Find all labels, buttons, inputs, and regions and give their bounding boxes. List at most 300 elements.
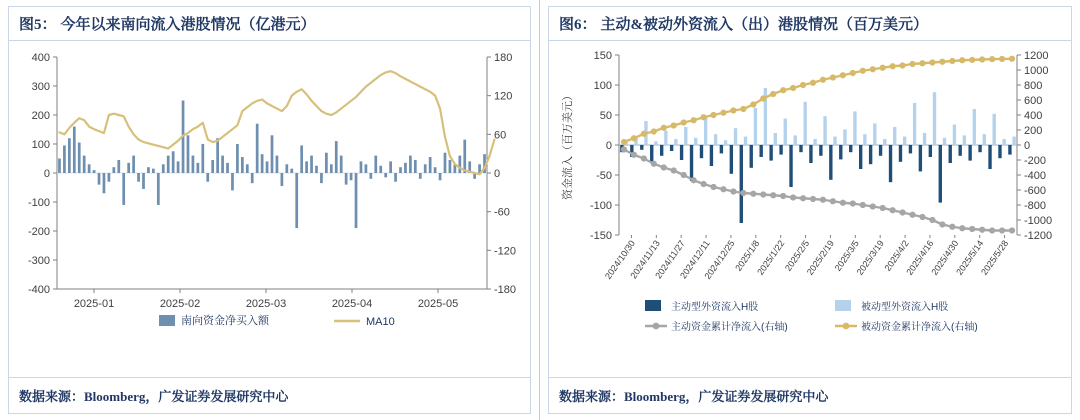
bar-net-southbound <box>206 173 209 182</box>
figure-6-frame <box>548 6 1072 414</box>
x-tick-label: 2025/2/19 <box>804 238 837 277</box>
cum-passive-marker <box>959 57 965 63</box>
x-tick-label: 2025-05 <box>417 298 459 310</box>
y2-tick-label: 400 <box>1024 110 1043 122</box>
cum-active-marker <box>681 172 687 178</box>
bar-net-southbound <box>142 173 145 189</box>
figure-6-tag: 图6： <box>559 17 597 33</box>
bar-net-southbound <box>355 173 358 228</box>
x-tick-label: 2025/4/2 <box>882 238 911 273</box>
y2-tick-label: 1000 <box>1024 65 1049 77</box>
cum-active-marker <box>830 198 836 204</box>
x-tick-label: 2025/1/22 <box>755 238 787 277</box>
cum-passive-marker <box>949 58 955 64</box>
bar-passive-inflow <box>754 108 757 145</box>
bar-passive-inflow <box>774 133 777 145</box>
bar-net-southbound <box>162 164 165 173</box>
cum-passive-marker <box>999 56 1005 62</box>
bar-passive-inflow <box>943 138 946 145</box>
bar-net-southbound <box>335 141 338 173</box>
cum-active-marker <box>820 197 826 203</box>
bar-net-southbound <box>117 160 120 173</box>
y2-tick-label: -180 <box>494 284 517 296</box>
cum-active-marker <box>641 155 647 161</box>
y-tick-label: -200 <box>27 226 50 238</box>
bar-active-inflow <box>899 145 902 162</box>
cum-active-marker <box>740 190 746 196</box>
bar-active-inflow <box>769 145 772 161</box>
bar-net-southbound <box>434 167 437 173</box>
cum-active-marker <box>770 192 776 198</box>
cum-passive-marker <box>710 112 716 118</box>
cum-passive-marker <box>661 125 667 131</box>
bar-net-southbound <box>409 156 412 173</box>
cum-passive-marker <box>810 80 816 86</box>
bar-net-southbound <box>330 164 333 173</box>
bar-net-southbound <box>98 173 101 185</box>
bar-net-southbound <box>256 124 259 173</box>
bar-passive-inflow <box>903 137 906 145</box>
figure-5-svg <box>9 41 533 349</box>
bar-active-inflow <box>859 145 862 169</box>
cum-passive-marker <box>890 63 896 69</box>
bar-net-southbound <box>394 173 397 182</box>
bar-net-southbound <box>281 173 284 186</box>
bar-net-southbound <box>147 167 150 173</box>
y-tick-label: 0 <box>43 168 50 180</box>
bar-net-southbound <box>93 170 96 173</box>
bar-passive-inflow <box>744 137 747 145</box>
x-tick-label: 2025-03 <box>245 298 287 310</box>
cum-active-marker <box>919 214 925 220</box>
bar-passive-inflow <box>1012 137 1015 145</box>
y-axis-title: 资金流入（百万美元） <box>562 90 574 200</box>
bar-net-southbound <box>73 127 76 173</box>
cum-passive-marker <box>919 60 925 66</box>
cum-active-marker <box>939 221 945 227</box>
y-tick-label: -400 <box>27 284 50 296</box>
y2-tick-label: 180 <box>494 52 513 64</box>
bar-net-southbound <box>350 173 353 180</box>
bar-net-southbound <box>439 173 442 180</box>
y-tick-label: 400 <box>31 52 50 64</box>
cum-passive-marker <box>989 56 995 62</box>
cum-active-marker <box>730 188 736 194</box>
bar-net-southbound <box>221 156 224 173</box>
cum-passive-marker <box>909 61 915 67</box>
bar-active-inflow <box>809 145 812 163</box>
cum-active-marker <box>959 225 965 231</box>
bar-active-inflow <box>929 145 932 157</box>
legend-swatch-0 <box>645 300 661 311</box>
bar-net-southbound <box>325 153 328 173</box>
figure-6-plot <box>549 41 1071 377</box>
bar-active-inflow <box>998 145 1001 158</box>
bar-active-inflow <box>680 145 683 160</box>
cum-active-marker <box>979 227 985 233</box>
legend-marker-3 <box>843 323 850 330</box>
cum-active-marker <box>621 146 627 152</box>
bar-net-southbound <box>88 164 91 173</box>
bar-passive-inflow <box>714 134 717 145</box>
bar-net-southbound <box>201 144 204 173</box>
bar-active-inflow <box>949 145 952 163</box>
bar-net-southbound <box>389 161 392 173</box>
bar-net-southbound <box>211 160 214 173</box>
bar-net-southbound <box>320 173 323 183</box>
y2-tick-label: -400 <box>1024 170 1047 182</box>
bar-active-inflow <box>740 145 743 223</box>
bar-active-inflow <box>730 145 733 174</box>
cum-active-marker <box>780 193 786 199</box>
bar-passive-inflow <box>873 123 876 145</box>
cum-passive-marker <box>720 110 726 116</box>
cum-passive-marker <box>850 70 856 76</box>
bar-net-southbound <box>127 163 130 173</box>
bar-active-inflow <box>720 145 723 153</box>
y-tick-label: -50 <box>596 170 612 182</box>
bar-passive-inflow <box>973 109 976 145</box>
y2-tick-label: -200 <box>1024 155 1047 167</box>
bar-net-southbound <box>404 163 407 173</box>
cum-active-marker <box>671 167 677 173</box>
bar-net-southbound <box>444 153 447 173</box>
cum-passive-marker <box>979 56 985 62</box>
bar-passive-inflow <box>803 102 806 145</box>
bar-passive-inflow <box>983 134 986 145</box>
bar-passive-inflow <box>664 131 667 145</box>
bar-active-inflow <box>750 145 753 168</box>
bar-active-inflow <box>779 145 782 155</box>
x-tick-label: 2024/11/13 <box>628 238 662 281</box>
y2-tick-label: -120 <box>494 245 517 258</box>
cum-passive-marker <box>790 85 796 91</box>
bar-net-southbound <box>345 173 348 185</box>
bar-net-southbound <box>300 145 303 173</box>
bar-net-southbound <box>276 156 279 173</box>
bar-passive-inflow <box>813 139 816 145</box>
bar-passive-inflow <box>704 117 707 145</box>
bar-passive-inflow <box>883 139 886 145</box>
figure-5-frame <box>8 6 531 414</box>
x-tick-label: 2025/1/8 <box>733 238 762 273</box>
bar-passive-inflow <box>734 128 737 145</box>
bar-active-inflow <box>670 145 673 151</box>
y2-tick-label: -60 <box>494 206 510 219</box>
y-tick-label: -100 <box>589 200 612 212</box>
y2-tick-label: 600 <box>1024 95 1043 107</box>
bar-passive-inflow <box>823 116 826 145</box>
y-tick-label: -100 <box>27 197 50 209</box>
cum-passive-marker <box>621 139 627 145</box>
bar-passive-inflow <box>784 119 787 145</box>
y-tick-label: 200 <box>31 110 50 122</box>
bar-passive-inflow <box>933 92 936 145</box>
bar-active-inflow <box>879 145 882 156</box>
bar-active-inflow <box>700 145 703 158</box>
bar-net-southbound <box>315 166 318 173</box>
bar-net-southbound <box>379 166 382 173</box>
bar-net-southbound <box>137 173 140 182</box>
bar-net-southbound <box>414 160 417 173</box>
bar-active-inflow <box>889 145 892 182</box>
bar-passive-inflow <box>694 138 697 145</box>
cum-active-marker <box>1009 227 1015 233</box>
bar-passive-inflow <box>654 141 657 145</box>
bar-net-southbound <box>384 173 387 177</box>
bar-net-southbound <box>305 161 308 173</box>
bar-net-southbound <box>83 156 86 173</box>
y-tick-label: -300 <box>27 255 50 267</box>
bar-active-inflow <box>869 145 872 164</box>
cum-active-marker <box>949 224 955 230</box>
figure-5-title-text: 今年以来南向流入港股情况（亿港元） <box>60 17 316 33</box>
cum-passive-marker <box>730 107 736 113</box>
bar-net-southbound <box>424 164 427 173</box>
bar-passive-inflow <box>674 139 677 145</box>
bar-net-southbound <box>365 164 368 173</box>
bar-active-inflow <box>759 145 762 157</box>
cum-passive-marker <box>770 91 776 97</box>
bar-passive-inflow <box>863 134 866 145</box>
x-tick-label: 2025-02 <box>159 298 201 310</box>
legend-label-bar: 南向资金净买入额 <box>181 315 269 327</box>
cum-passive-marker <box>969 57 975 63</box>
x-tick-label: 2025-01 <box>73 298 115 310</box>
bar-net-southbound <box>251 173 254 183</box>
cum-passive-marker <box>760 95 766 101</box>
bar-active-inflow <box>640 145 643 150</box>
x-tick-label: 2025/4/16 <box>904 238 936 277</box>
cum-passive-marker <box>939 59 945 65</box>
bar-net-southbound <box>295 173 298 228</box>
y-tick-label: 100 <box>593 80 612 92</box>
cum-passive-marker <box>700 114 706 120</box>
bar-net-southbound <box>216 138 219 173</box>
bar-active-inflow <box>849 145 852 152</box>
bar-passive-inflow <box>724 140 727 145</box>
cum-passive-marker <box>641 131 647 137</box>
y2-tick-label: 120 <box>494 90 513 103</box>
bar-net-southbound <box>429 157 432 173</box>
bar-active-inflow <box>968 145 971 161</box>
cum-passive-marker <box>671 122 677 128</box>
bar-net-southbound <box>360 161 363 173</box>
legend-label-1: 被动型外资流入H股 <box>861 302 949 313</box>
bar-active-inflow <box>710 145 713 166</box>
y2-tick-label: 800 <box>1024 80 1043 92</box>
cum-active-marker <box>899 209 905 215</box>
cum-active-marker <box>860 202 866 208</box>
bar-active-inflow <box>909 145 912 153</box>
y-tick-label: -150 <box>589 230 612 242</box>
bar-active-inflow <box>978 145 981 152</box>
bar-net-southbound <box>419 173 422 179</box>
legend-label-3: 被动资金累计净流入(右轴) <box>861 322 978 333</box>
bar-net-southbound <box>374 156 377 173</box>
bar-net-southbound <box>197 163 200 173</box>
bar-active-inflow <box>660 145 663 156</box>
bar-net-southbound <box>246 164 249 173</box>
bar-net-southbound <box>226 163 229 173</box>
legend-swatch-1 <box>835 300 851 311</box>
bar-net-southbound <box>108 173 111 182</box>
bar-active-inflow <box>650 145 653 163</box>
x-tick-label: 2024/12/11 <box>678 238 712 281</box>
x-tick-label: 2025/3/5 <box>832 238 861 273</box>
cum-passive-marker <box>750 101 756 107</box>
legend-marker-2 <box>653 323 660 330</box>
x-tick-label: 2024/12/25 <box>702 238 737 282</box>
bar-passive-inflow <box>1002 139 1005 145</box>
cum-passive-marker <box>870 66 876 72</box>
figure-6-panel <box>540 0 1080 420</box>
cum-active-marker <box>840 200 846 206</box>
cum-passive-marker <box>899 62 905 68</box>
bar-net-southbound <box>192 156 195 173</box>
legend-swatch-bar <box>159 315 175 326</box>
cum-passive-marker <box>860 68 866 74</box>
cum-active-marker <box>810 196 816 202</box>
legend-label-0: 主动型外资流入H股 <box>671 302 759 313</box>
x-tick-label: 2025/3/19 <box>854 238 886 277</box>
figure-6-source: 数据来源：Bloomberg，广发证券发展研究中心 <box>549 377 1071 413</box>
bar-net-southbound <box>463 140 466 173</box>
legend-label-ma10: MA10 <box>366 316 395 328</box>
cum-active-marker <box>850 200 856 206</box>
cum-active-line <box>624 150 1012 231</box>
cum-passive-marker <box>830 74 836 80</box>
bar-net-southbound <box>261 154 264 173</box>
cum-passive-marker <box>929 59 935 65</box>
cum-active-marker <box>929 217 935 223</box>
cum-active-marker <box>909 212 915 218</box>
bar-net-southbound <box>167 156 170 173</box>
bar-net-southbound <box>310 156 313 173</box>
cum-active-marker <box>691 177 697 183</box>
bar-net-southbound <box>177 161 180 173</box>
cum-active-marker <box>870 203 876 209</box>
bar-net-southbound <box>449 160 452 173</box>
x-tick-label: 2025/2/5 <box>782 238 812 273</box>
cum-active-marker <box>800 195 806 201</box>
x-tick-label: 2025/5/14 <box>954 238 986 277</box>
y-tick-label: 150 <box>593 50 612 62</box>
bar-active-inflow <box>988 145 991 169</box>
cum-passive-marker <box>631 135 637 141</box>
bar-net-southbound <box>369 173 372 179</box>
figure-6-title-text: 主动&被动外资流入（出）港股情况（百万美元） <box>600 17 929 33</box>
bar-net-southbound <box>58 159 61 174</box>
bar-passive-inflow <box>794 135 797 145</box>
cum-active-marker <box>989 227 995 233</box>
figure-5-source: 数据来源：Bloomberg，广发证券发展研究中心 <box>9 377 530 413</box>
cum-passive-marker <box>691 117 697 123</box>
y2-tick-label: -800 <box>1024 200 1047 212</box>
y-tick-label: 50 <box>599 110 612 122</box>
figure-5-title <box>9 7 530 41</box>
cum-active-marker <box>760 191 766 197</box>
cum-passive-marker <box>740 106 746 112</box>
bar-passive-inflow <box>684 127 687 145</box>
x-tick-label: 2024/10/30 <box>603 238 638 282</box>
bar-net-southbound <box>399 167 402 173</box>
cum-passive-marker <box>1009 56 1015 62</box>
y2-tick-label: -1000 <box>1024 215 1053 227</box>
bar-active-inflow <box>939 145 942 203</box>
x-tick-label: 2024/11/27 <box>653 238 687 281</box>
bar-passive-inflow <box>923 133 926 145</box>
cum-active-marker <box>999 227 1005 233</box>
cum-active-marker <box>890 207 896 213</box>
y-tick-label: 300 <box>31 81 50 93</box>
y2-tick-label: -1200 <box>1024 230 1053 242</box>
cum-active-marker <box>631 152 637 158</box>
cum-passive-marker <box>780 87 786 93</box>
bar-net-southbound <box>340 156 343 173</box>
y2-tick-label: 0 <box>1024 140 1031 152</box>
bar-passive-inflow <box>893 127 896 145</box>
y-tick-label: 100 <box>31 139 50 151</box>
bar-active-inflow <box>829 145 832 180</box>
cum-active-marker <box>750 191 756 197</box>
bar-active-inflow <box>919 145 922 171</box>
y-tick-label: 0 <box>605 140 612 152</box>
x-tick-label: 2025/5/28 <box>979 238 1011 277</box>
cum-passive-marker <box>800 82 806 88</box>
cum-active-marker <box>710 184 716 190</box>
cum-active-marker <box>880 205 886 211</box>
x-tick-label: 2025/4/30 <box>929 238 961 277</box>
bar-active-inflow <box>690 145 693 181</box>
bar-net-southbound <box>290 169 293 173</box>
figure-6-svg <box>549 41 1073 349</box>
bar-active-inflow <box>799 145 802 152</box>
bar-net-southbound <box>157 173 160 205</box>
bar-active-inflow <box>839 145 842 159</box>
bar-passive-inflow <box>913 103 916 145</box>
bar-net-southbound <box>241 157 244 173</box>
bar-active-inflow <box>819 145 822 156</box>
bar-net-southbound <box>187 135 190 173</box>
x-tick-label: 2025-04 <box>331 298 373 310</box>
y2-tick-label: 200 <box>1024 125 1043 137</box>
bar-net-southbound <box>112 167 115 173</box>
cum-active-marker <box>790 194 796 200</box>
cum-passive-marker <box>651 128 657 134</box>
bar-net-southbound <box>458 156 461 173</box>
cum-active-marker <box>969 226 975 232</box>
bar-passive-inflow <box>843 129 846 145</box>
cum-active-marker <box>720 186 726 192</box>
cum-passive-marker <box>880 65 886 71</box>
bar-net-southbound <box>172 151 175 173</box>
y2-tick-label: 0 <box>494 168 501 180</box>
bar-net-southbound <box>152 169 155 173</box>
figure-5-tag: 图5： <box>19 17 57 33</box>
bar-active-inflow <box>789 145 792 187</box>
legend-label-2: 主动资金累计净流入(右轴) <box>671 322 788 333</box>
bar-passive-inflow <box>963 135 966 145</box>
bar-passive-inflow <box>833 137 836 145</box>
bar-active-inflow <box>958 145 961 156</box>
y2-tick-label: -600 <box>1024 185 1047 197</box>
bar-passive-inflow <box>953 125 956 145</box>
bar-net-southbound <box>271 135 274 173</box>
bar-net-southbound <box>285 164 288 173</box>
bar-net-southbound <box>68 138 71 173</box>
cum-active-marker <box>661 164 667 170</box>
